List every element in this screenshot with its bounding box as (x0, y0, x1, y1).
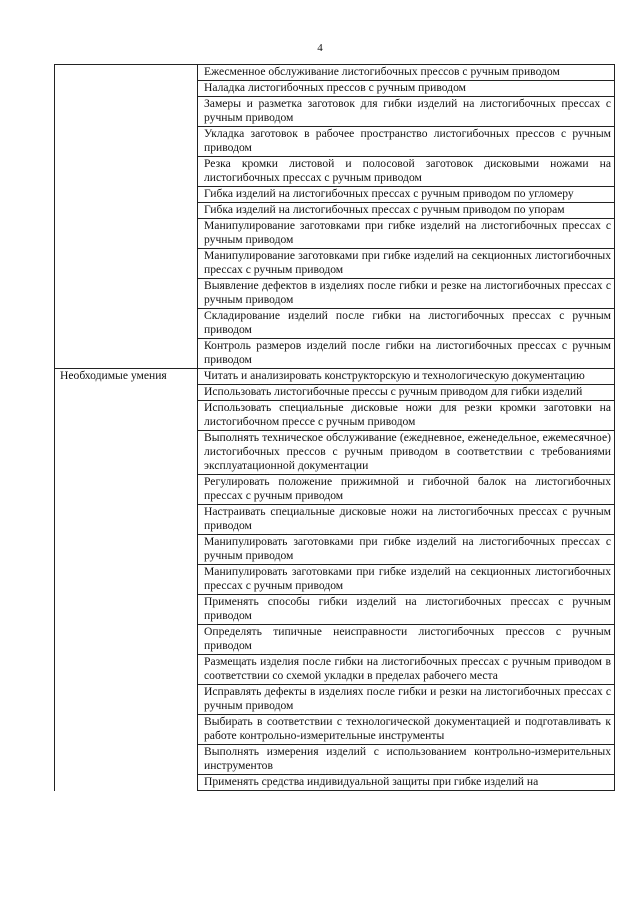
table-cell-item: Резка кромки листовой и полосовой заготовок дисковыми ножами на листогибочных прессах с ручным приводом (198, 157, 615, 187)
table-cell-item: Замеры и разметка заготовок для гибки изделий на листогибочных прессах с ручным приводом (198, 97, 615, 127)
table-cell-item: Манипулировать заготовками при гибке изделий на листогибочных прессах с ручным приводом (198, 535, 615, 565)
table-cell-item: Применять способы гибки изделий на листогибочных прессах с ручным приводом (198, 595, 615, 625)
table-cell-item: Применять средства индивидуальной защиты при гибке изделий на (198, 775, 615, 791)
table-cell-item: Ежесменное обслуживание листогибочных прессов с ручным приводом (198, 65, 615, 81)
table-cell-item: Выполнять техническое обслуживание (ежедневное, еженедельное, ежемесячное) листогибочных прессов с ручным приводом в соответствии с требованиями эксплуатационной документации (198, 431, 615, 475)
table-cell-item: Читать и анализировать конструкторскую и технологическую документацию (198, 369, 615, 385)
table-cell-item: Контроль размеров изделий после гибки на листогибочных прессах с ручным приводом (198, 339, 615, 369)
section-label: Необходимые умения (55, 369, 198, 791)
page-number: 4 (317, 42, 323, 54)
table-row (55, 65, 615, 81)
table-cell-item: Регулировать положение прижимной и гибочной балок на листогибочных прессах с ручным приводом (198, 475, 615, 505)
table-cell-item: Манипулирование заготовками при гибке изделий на листогибочных прессах с ручным приводом (198, 219, 615, 249)
table-cell-item: Определять типичные неисправности листогибочных прессов с ручным приводом (198, 625, 615, 655)
table-cell-item: Наладка листогибочных прессов с ручным приводом (198, 81, 615, 97)
table-cell-item: Манипулировать заготовками при гибке изделий на секционных листогибочных прессах с ручным приводом (198, 565, 615, 595)
table-cell-item: Складирование изделий после гибки на листогибочных прессах с ручным приводом (198, 309, 615, 339)
table-cell-item: Гибка изделий на листогибочных прессах с ручным приводом по угломеру (198, 187, 615, 203)
requirements-table (54, 64, 615, 791)
table-cell-item: Использовать листогибочные прессы с ручным приводом для гибки изделий (198, 385, 615, 401)
table-cell-item: Исправлять дефекты в изделиях после гибки и резки на листогибочных прессах с ручным приводом (198, 685, 615, 715)
table-cell-item: Выполнять измерения изделий с использованием контрольно-измерительных инструментов (198, 745, 615, 775)
table-cell-item: Гибка изделий на листогибочных прессах с ручным приводом по упорам (198, 203, 615, 219)
section-label (55, 65, 198, 369)
table-cell-item: Использовать специальные дисковые ножи для резки кромки заготовки на листогибочном прессе с ручным приводом (198, 401, 615, 431)
table-cell-item: Выявление дефектов в изделиях после гибки и резке на листогибочных прессах с ручным приводом (198, 279, 615, 309)
table-cell-item: Настраивать специальные дисковые ножи на листогибочных прессах с ручным приводом (198, 505, 615, 535)
table-cell-item: Укладка заготовок в рабочее пространство листогибочных прессов с ручным приводом (198, 127, 615, 157)
table-cell-item: Манипулирование заготовками при гибке изделий на секционных листогибочных прессах с ручным приводом (198, 249, 615, 279)
table-cell-item: Размещать изделия после гибки на листогибочных прессах с ручным приводом в соответствии со схемой укладки в пределах рабочего места (198, 655, 615, 685)
table-row (55, 369, 615, 385)
table-cell-item: Выбирать в соответствии с технологической документацией и подготавливать к работе контрольно-измерительные инструменты (198, 715, 615, 745)
